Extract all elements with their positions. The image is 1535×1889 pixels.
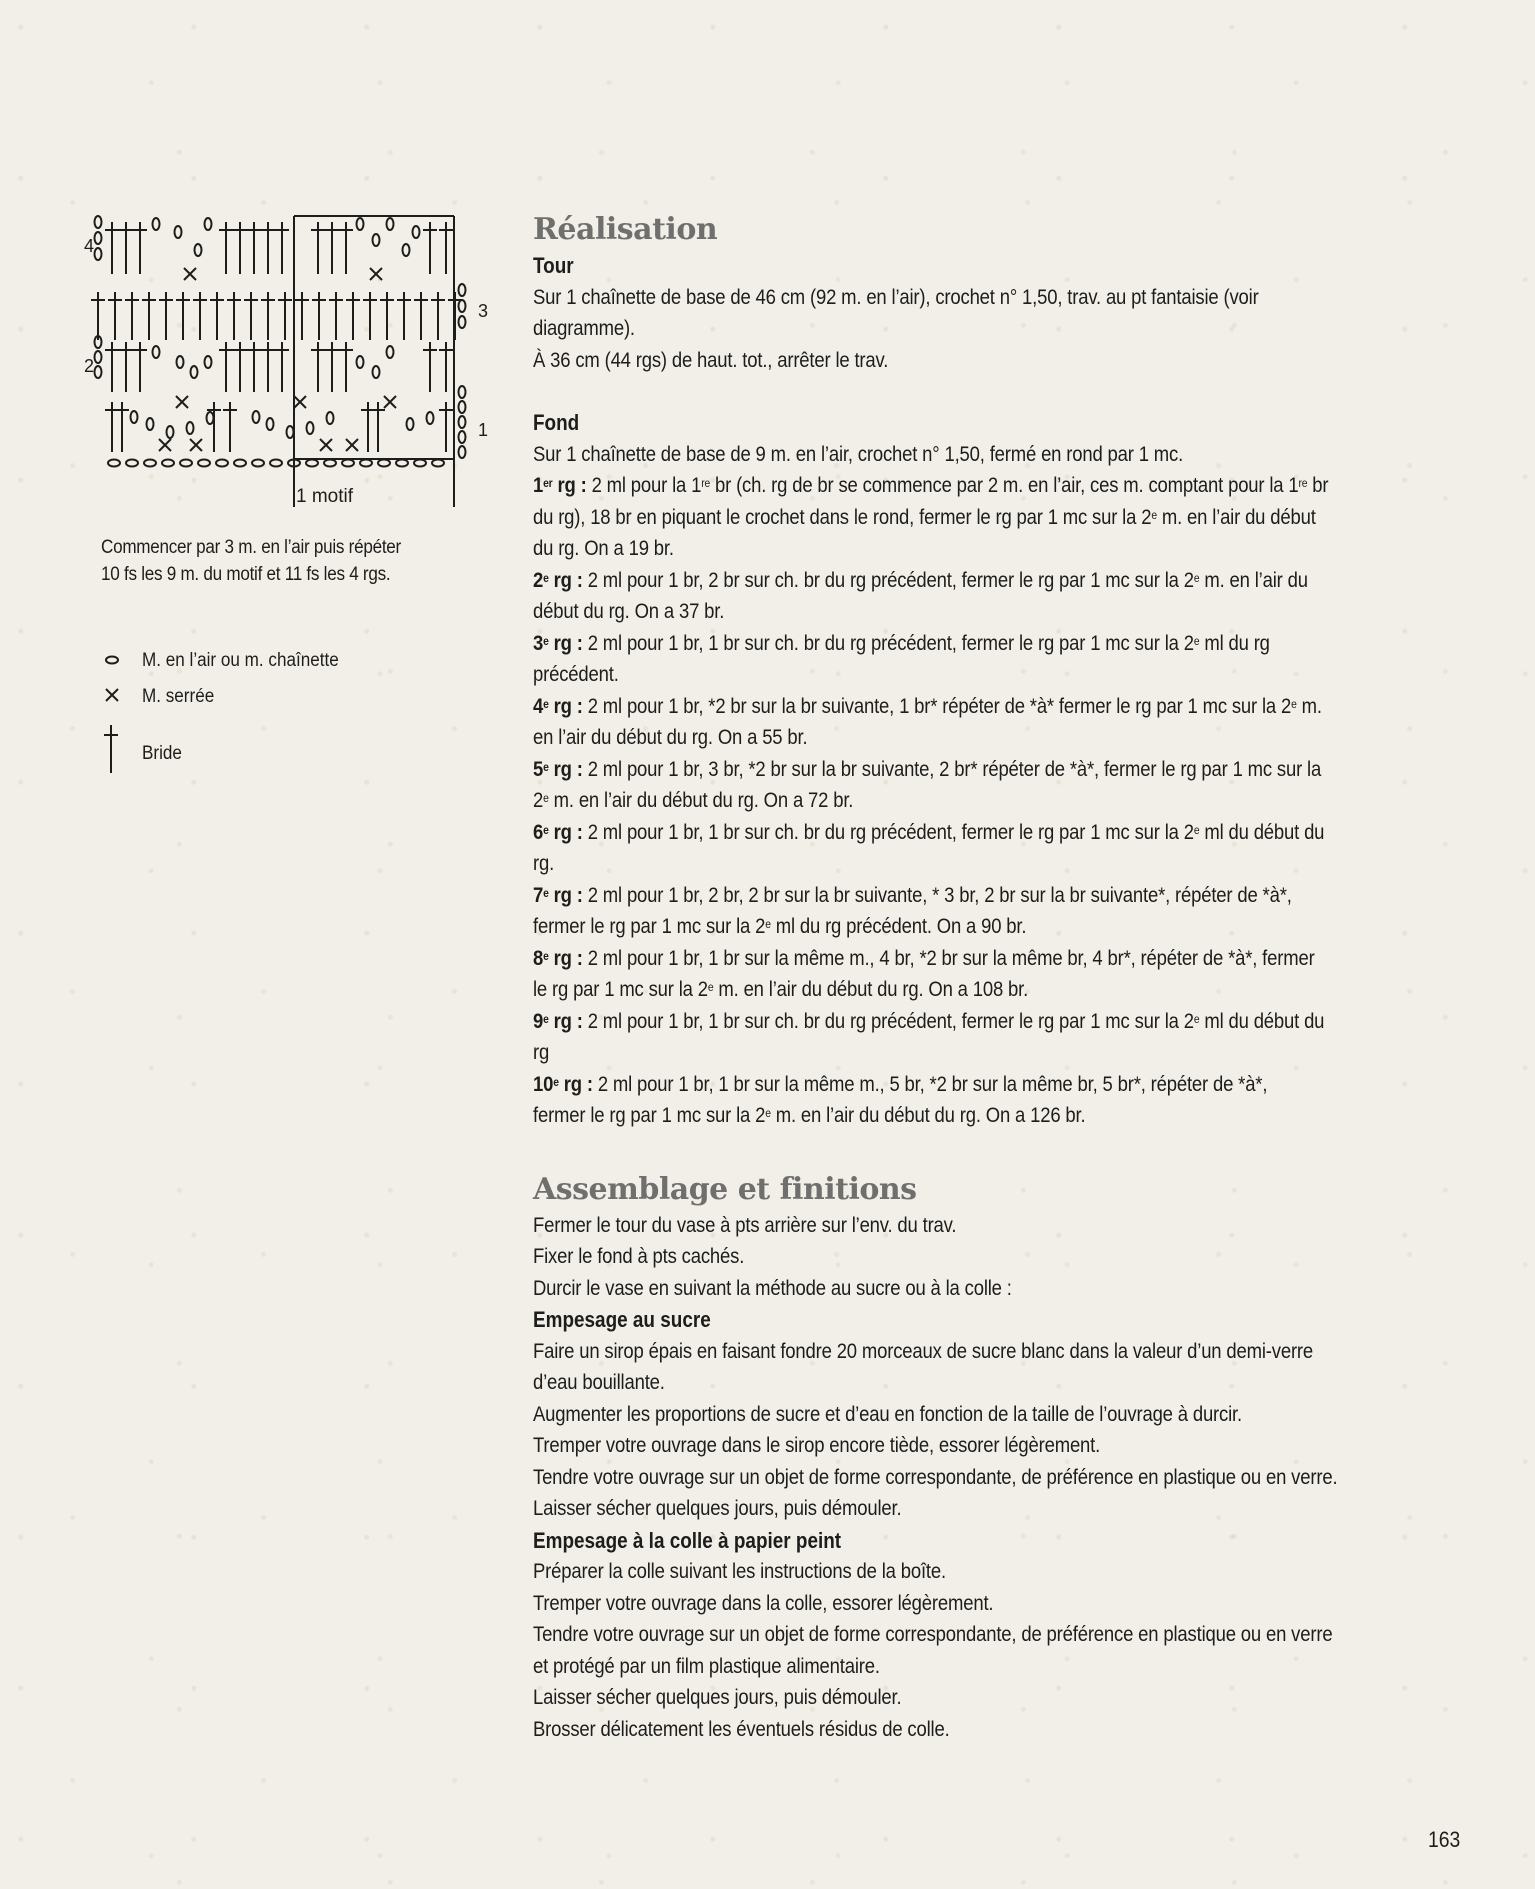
double-crochet — [159, 292, 173, 340]
double-crochet — [325, 222, 339, 274]
chain-stitch — [357, 218, 364, 230]
chain-stitch — [95, 232, 102, 244]
chain-stitch — [373, 234, 380, 246]
chain-stitch — [153, 218, 160, 230]
assemblage-line: Fermer le tour du vase à pts arrière sur l’env. du trav. — [533, 1212, 957, 1237]
double-crochet — [346, 292, 360, 340]
double-crochet — [371, 402, 385, 452]
double-crochet — [275, 342, 289, 392]
chain-stitch — [327, 412, 334, 424]
fond-row-10: 10e rg : 2 ml pour 1 br, 1 br sur la même m., 5 br, *2 br sur la même br, 5 br*, répéter de *à*, — [533, 1071, 1268, 1096]
chain-stitch — [95, 216, 102, 228]
double-crochet — [125, 292, 139, 340]
legend-item-chain — [100, 647, 440, 683]
double-crochet — [244, 292, 258, 340]
chain-stitch — [144, 460, 156, 467]
chain-stitch — [306, 460, 318, 467]
chain-stitch — [459, 316, 466, 328]
sucre-line: Faire un sirop épais en faisant fondre 20 morceaux de sucre blanc dans la valeur d’un demi-verre — [533, 1338, 1314, 1363]
chain-stitch — [459, 416, 466, 428]
double-crochet — [278, 292, 292, 340]
caption-line: Commencer par 3 m. en l’air puis répéter — [101, 537, 401, 558]
double-crochet — [193, 292, 207, 340]
chain-stitch — [373, 366, 380, 378]
tour-line: Sur 1 chaînette de base de 46 cm (92 m. en l’air), crochet n° 1,50, trav. au pt fantaisie (voir — [533, 284, 1259, 309]
row-label-2: 2 — [84, 356, 95, 376]
tour-line: À 36 cm (44 rgs) de haut. tot., arrêter le trav. — [533, 347, 889, 372]
sucre-line: d’eau bouillante. — [533, 1370, 665, 1394]
double-crochet — [397, 292, 411, 340]
tour-line: diagramme). — [533, 316, 635, 340]
double-crochet — [339, 222, 353, 274]
chain-stitch — [187, 422, 194, 434]
chain-stitch — [234, 460, 246, 467]
chain-stitch — [459, 284, 466, 296]
single-crochet — [370, 268, 382, 280]
single-crochet — [184, 268, 196, 280]
fond-row-7: 7e rg : 2 ml pour 1 br, 2 br, 2 br sur la br suivante, * 3 br, 2 br sur la br suivante*, répéter de *à*, — [533, 882, 1292, 907]
chain-stitch — [387, 218, 394, 230]
single-crochet — [176, 396, 188, 408]
chain-stitch — [180, 460, 192, 467]
fond-intro: Sur 1 chaînette de base de 9 m. en l’air, crochet n° 1,50, fermé en rond par 1 mc. — [533, 441, 1184, 466]
fond-row-2: 2e rg : 2 ml pour 1 br, 2 br sur ch. br du rg précédent, fermer le rg par 1 mc sur la 2e m. en l’air du — [533, 567, 1308, 592]
fond-row-line: rg. — [533, 851, 555, 875]
double-crochet — [311, 342, 325, 392]
single-crochet — [384, 396, 396, 408]
double-crochet — [105, 222, 119, 274]
chain-stitch — [195, 244, 202, 256]
double-crochet — [133, 222, 147, 274]
single-crochet — [346, 439, 358, 451]
fond-row-6: 6e rg : 2 ml pour 1 br, 1 br sur ch. br du rg précédent, fermer le rg par 1 mc sur la 2e ml du début du — [533, 819, 1325, 844]
fond-rows — [533, 470, 1463, 1132]
double-crochet — [311, 222, 325, 274]
chain-stitch — [126, 460, 138, 467]
fond-row-line: en l’air du début du rg. On a 55 br. — [533, 725, 808, 749]
double-crochet — [312, 292, 326, 340]
colle-line: Préparer la colle suivant les instructions de la boîte. — [533, 1559, 946, 1583]
double-crochet — [363, 292, 377, 340]
double-crochet — [423, 342, 437, 392]
chain-stitch — [108, 460, 120, 467]
double-crochet — [329, 292, 343, 340]
chain-stitch — [177, 356, 184, 368]
fond-row-line: fermer le rg par 1 mc sur la 2e m. en l’air du début du rg. On a 126 br. — [533, 1103, 1086, 1127]
legend-label: M. serrée — [142, 686, 215, 707]
fond-row-1: 1er rg : 2 ml pour la 1re br (ch. rg de br se commence par 2 m. en l’air, ces m. comptant pour la 1re br — [533, 473, 1329, 497]
chain-stitch — [270, 460, 282, 467]
chain-stitch — [360, 460, 372, 467]
double-crochet — [431, 292, 445, 340]
assemblage-line: Durcir le vase en suivant la méthode au sucre ou à la colle : — [533, 1275, 1012, 1300]
instructions-column — [533, 210, 1463, 1745]
double-crochet — [227, 292, 241, 340]
section-title-assemblage: Assemblage et finitions — [533, 1171, 917, 1207]
double-crochet-icon — [100, 723, 126, 779]
chain-stitch — [307, 422, 314, 434]
double-crochet — [105, 342, 119, 392]
colle-line: et protégé par un film plastique alimentaire. — [533, 1653, 880, 1678]
chain-stitch — [205, 218, 212, 230]
double-crochet — [380, 292, 394, 340]
double-crochet — [261, 292, 275, 340]
sucre-line: Tendre votre ouvrage sur un objet de forme correspondante, de préférence en plastique ou en verre. — [533, 1464, 1338, 1489]
legend-item-double-crochet — [100, 723, 440, 779]
double-crochet — [133, 342, 147, 392]
page-number: 163 — [1428, 1827, 1461, 1852]
double-crochet — [233, 342, 247, 392]
single-crochet-icon — [100, 683, 126, 713]
chain-stitch — [147, 418, 154, 430]
double-crochet — [233, 222, 247, 274]
chain-stitch — [95, 248, 102, 260]
legend-label: M. en l’air ou m. chaînette — [142, 650, 339, 671]
single-crochet — [190, 439, 202, 451]
chain-stitch — [414, 460, 426, 467]
double-crochet — [207, 402, 221, 452]
fond-row-line: 2e m. en l’air du début du rg. On a 72 br. — [533, 788, 854, 812]
crochet-chart-symbols — [91, 216, 466, 467]
fond-row-line: du rg), 18 br en piquant le crochet dans le rond, fermer le rg par 1 mc sur la 2e m. en l’air du début — [533, 504, 1316, 529]
single-crochet — [320, 439, 332, 451]
diagram-caption — [101, 534, 425, 588]
row-label-4: 4 — [84, 236, 95, 256]
chain-stitch — [427, 412, 434, 424]
chain-stitch — [162, 460, 174, 467]
double-crochet — [325, 342, 339, 392]
sucre-line: Augmenter les proportions de sucre et d’eau en fonction de la taille de l’ouvrage à durcir. — [533, 1401, 1242, 1426]
symbol-legend — [100, 647, 440, 779]
fond-row-8: 8e rg : 2 ml pour 1 br, 1 br sur la même m., 4 br, *2 br sur la même br, 4 br*, répéter de *à*, fermer — [533, 945, 1315, 970]
row-label-1: 1 — [478, 420, 489, 440]
chain-stitch — [95, 366, 102, 378]
fond-row-line: précédent. — [533, 662, 619, 686]
fond-row-line: du rg. On a 19 br. — [533, 536, 674, 560]
chain-stitch — [198, 460, 210, 467]
chain-stitch — [459, 431, 466, 443]
double-crochet — [176, 292, 190, 340]
chain-stitch — [387, 346, 394, 358]
double-crochet — [247, 342, 261, 392]
colle-line: Tendre votre ouvrage sur un objet de forme correspondante, de préférence en plastique ou en verre — [533, 1622, 1333, 1646]
subsection-title-tour: Tour — [533, 253, 574, 278]
row-label-3: 3 — [478, 301, 489, 321]
fond-row-line: début du rg. On a 37 br. — [533, 599, 725, 623]
chain-stitch — [167, 426, 174, 438]
double-crochet — [210, 292, 224, 340]
chain-stitch — [459, 300, 466, 312]
double-crochet — [119, 222, 133, 274]
chain-stitch — [459, 401, 466, 413]
double-crochet — [275, 222, 289, 274]
double-crochet — [223, 402, 237, 452]
double-crochet — [261, 342, 275, 392]
legend-label: Bride — [142, 743, 182, 764]
caption-line: 10 fs les 9 m. du motif et 11 fs les 4 rgs. — [101, 564, 391, 585]
double-crochet — [219, 342, 233, 392]
fond-row-line: rg — [533, 1040, 550, 1064]
double-crochet — [439, 402, 453, 452]
colle-line: Laisser sécher quelques jours, puis démouler. — [533, 1685, 902, 1709]
double-crochet — [414, 292, 428, 340]
chain-stitch — [253, 411, 260, 423]
sucre-line: Laisser sécher quelques jours, puis démouler. — [533, 1496, 902, 1520]
chain-stitch — [459, 386, 466, 398]
subsection-title-fond: Fond — [533, 410, 580, 435]
chain-stitch — [287, 426, 294, 438]
chain-stitch — [324, 460, 336, 467]
double-crochet — [261, 222, 275, 274]
chain-stitch — [191, 366, 198, 378]
double-crochet — [439, 222, 453, 274]
chain-stitch — [413, 226, 420, 238]
chain-stitch — [207, 412, 214, 424]
chain-stitch — [131, 411, 138, 423]
subsection-title-colle: Empesage à la colle à papier peint — [533, 1527, 842, 1553]
double-crochet — [423, 222, 437, 274]
chain-stitch — [267, 418, 274, 430]
chain-stitch — [153, 346, 160, 358]
colle-line: Brosser délicatement les éventuels résidus de colle. — [533, 1716, 950, 1741]
chain-stitch — [407, 418, 414, 430]
fond-row-9: 9e rg : 2 ml pour 1 br, 1 br sur ch. br du rg précédent, fermer le rg par 1 mc sur la 2e ml du début du — [533, 1008, 1325, 1033]
double-crochet — [115, 402, 129, 452]
double-crochet — [219, 222, 233, 274]
single-crochet — [294, 396, 306, 408]
chain-stitch — [403, 244, 410, 256]
crochet-chart — [84, 212, 510, 512]
chain-stitch — [342, 460, 354, 467]
double-crochet — [108, 292, 122, 340]
double-crochet — [295, 292, 309, 340]
legend-item-single-crochet — [100, 683, 440, 719]
double-crochet — [119, 342, 133, 392]
fond-row-3: 3e rg : 2 ml pour 1 br, 1 br sur ch. br du rg précédent, fermer le rg par 1 mc sur la 2e ml du rg — [533, 630, 1270, 655]
chain-stitch — [205, 356, 212, 368]
chain-stitch — [432, 460, 444, 467]
assemblage-line: Fixer le fond à pts cachés. — [533, 1244, 745, 1268]
motif-label: 1 motif — [296, 486, 354, 507]
fond-row-line: fermer le rg par 1 mc sur la 2e ml du rg précédent. On a 90 br. — [533, 914, 1027, 938]
fond-row-5: 5e rg : 2 ml pour 1 br, 3 br, *2 br sur la br suivante, 2 br* répéter de *à*, fermer le rg par 1 mc sur la — [533, 756, 1322, 781]
double-crochet — [439, 342, 453, 392]
chain-stitch — [175, 226, 182, 238]
fond-row-line: le rg par 1 mc sur la 2e m. en l’air du début du rg. On a 108 br. — [533, 977, 1029, 1001]
chain-stitch — [396, 460, 408, 467]
double-crochet — [142, 292, 156, 340]
double-crochet — [91, 292, 105, 340]
fond-row-4: 4e rg : 2 ml pour 1 br, *2 br sur la br suivante, 1 br* répéter de *à* fermer le rg par 1 mc sur la 2e m. — [533, 693, 1322, 718]
double-crochet — [339, 342, 353, 392]
chain-stitch — [378, 460, 390, 467]
chain-stitch — [459, 446, 466, 458]
colle-line: Tremper votre ouvrage dans la colle, essorer légèrement. — [533, 1590, 994, 1615]
subsection-title-sucre: Empesage au sucre — [533, 1307, 711, 1332]
section-title-realisation: Réalisation — [533, 212, 718, 247]
chain-stitch — [95, 351, 102, 363]
double-crochet — [247, 222, 261, 274]
chain-stitch — [357, 356, 364, 368]
sucre-line: Tremper votre ouvrage dans le sirop encore tiède, essorer légèrement. — [533, 1433, 1101, 1457]
single-crochet — [159, 439, 171, 451]
chain-stitch — [216, 460, 228, 467]
chain-stitch — [252, 460, 264, 467]
chain-stitch-icon — [100, 647, 126, 677]
